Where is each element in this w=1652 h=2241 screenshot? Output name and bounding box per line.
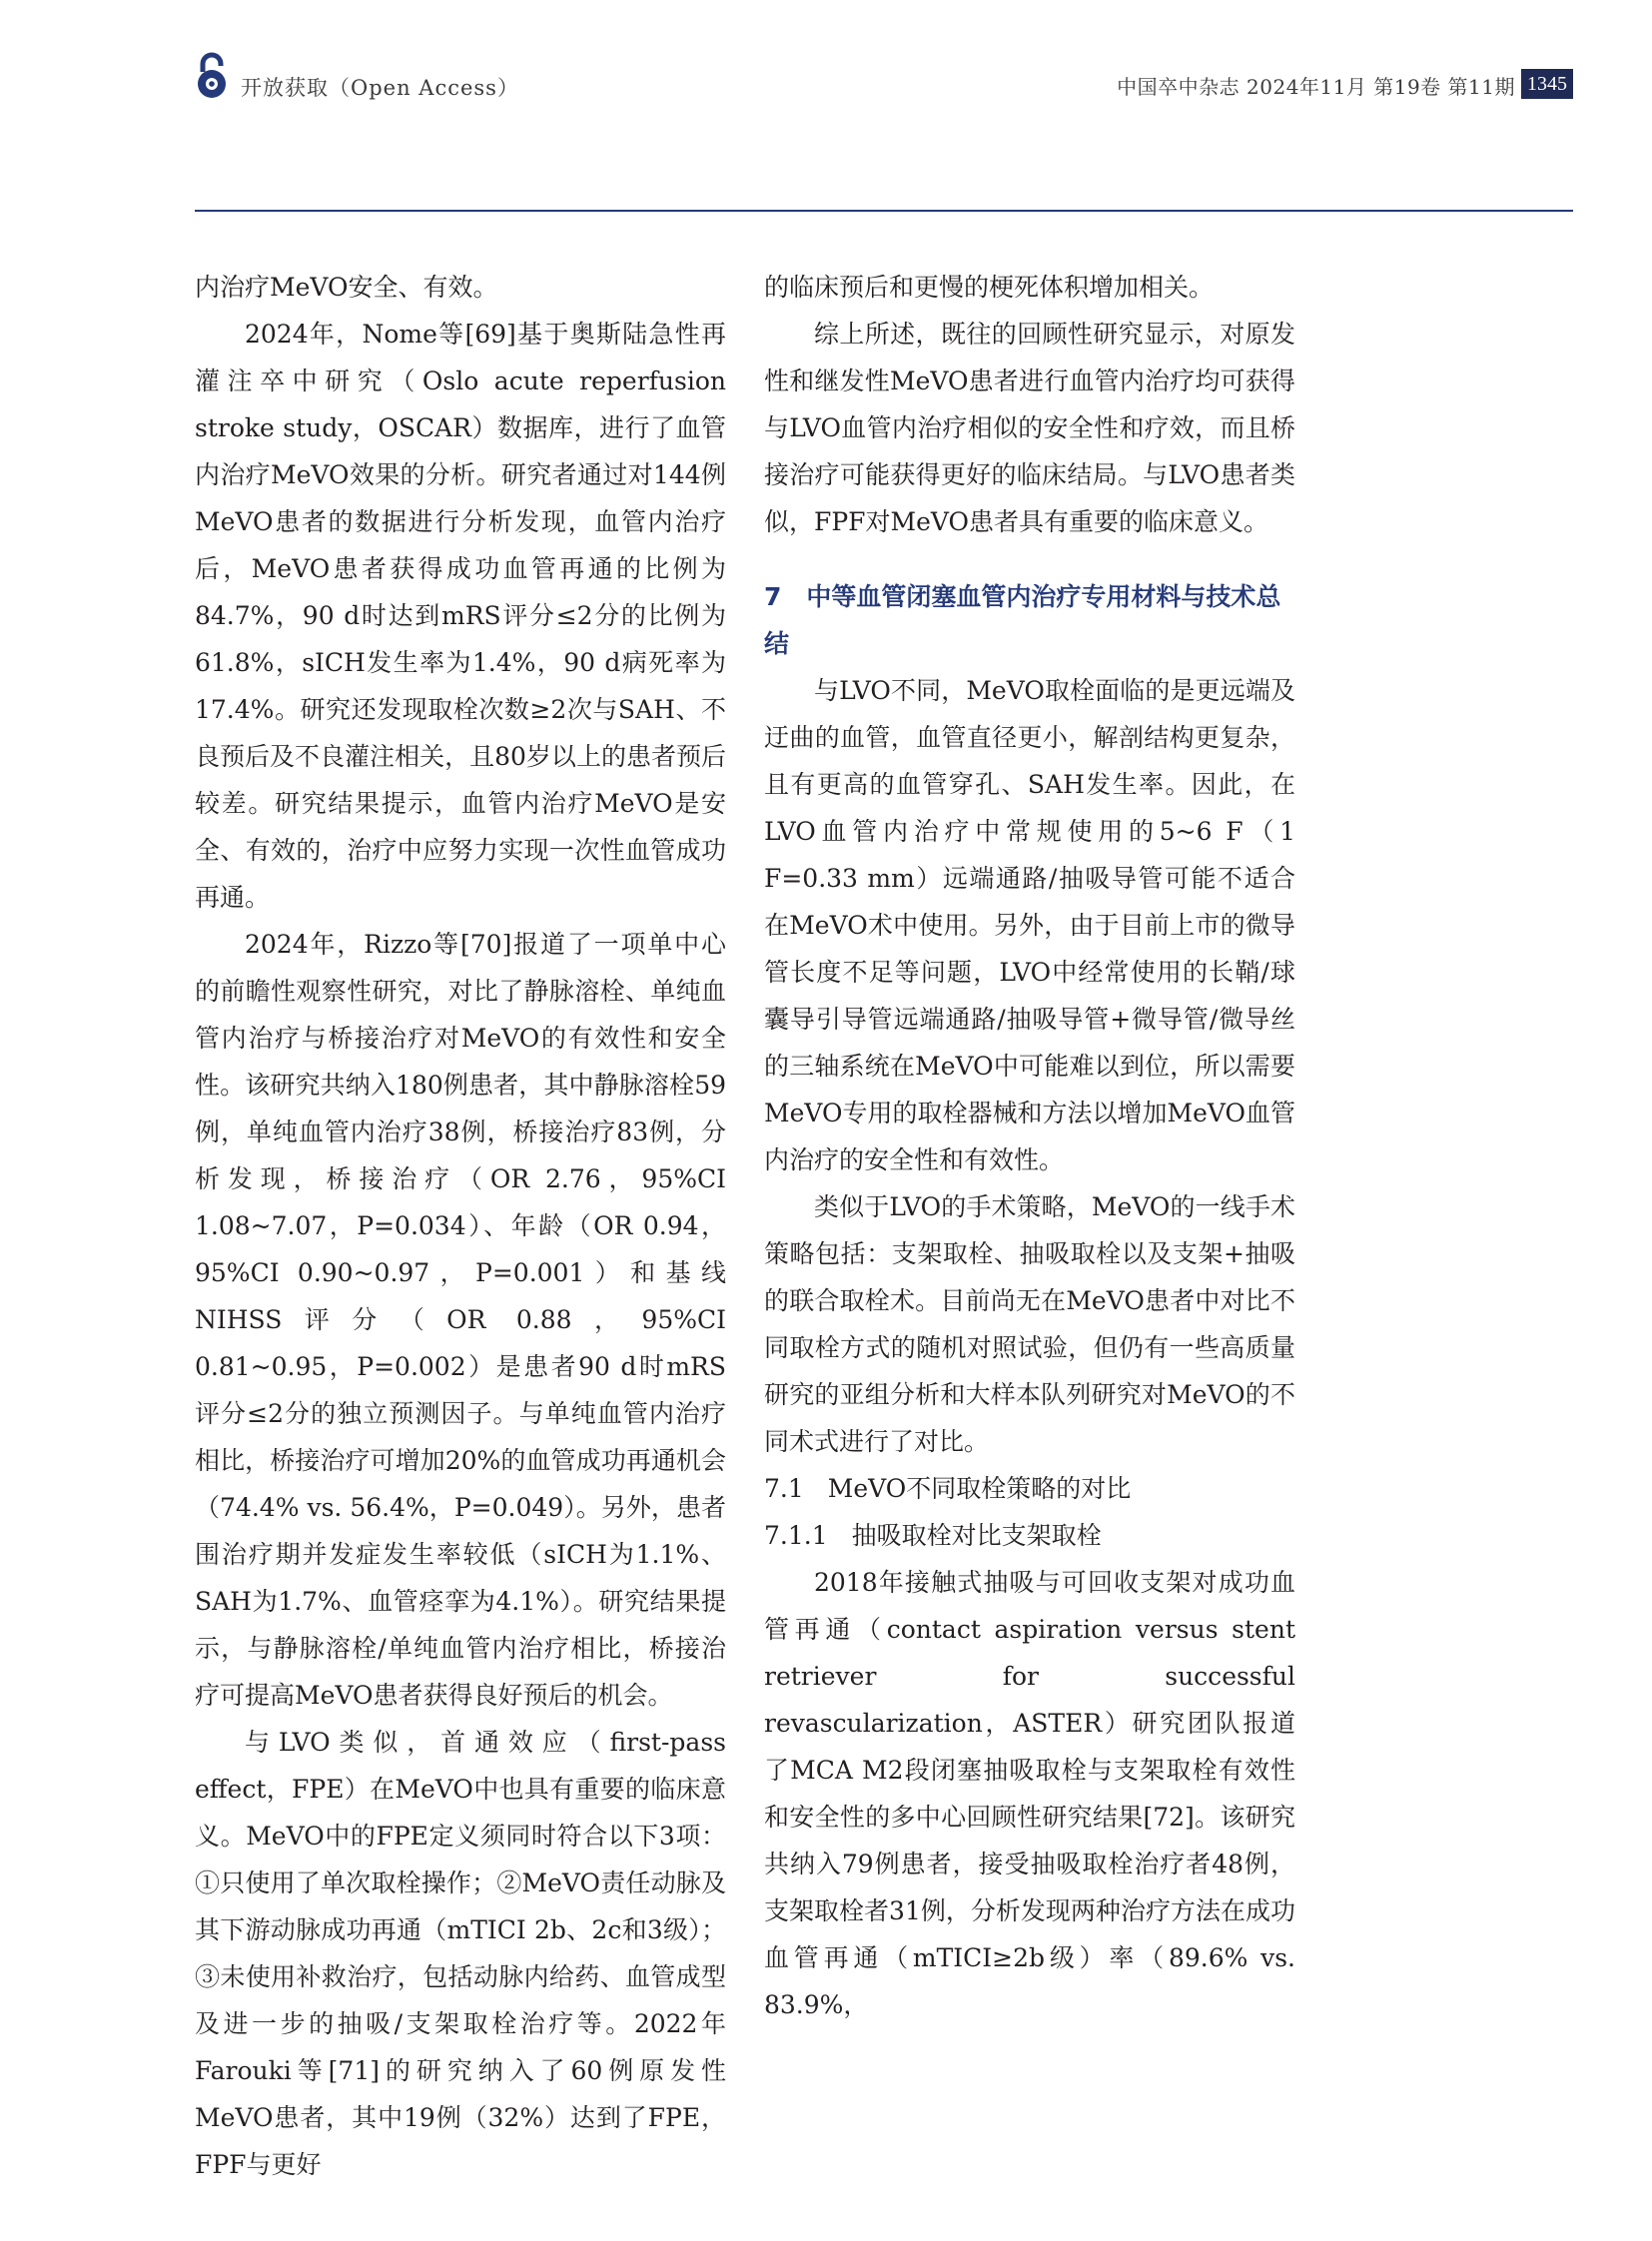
subsection-number: 7.1 — [764, 1474, 804, 1503]
left-column — [195, 264, 726, 2188]
page-number: 1345 — [1521, 69, 1573, 99]
paragraph: 内治疗MeVO安全、有效。 — [195, 273, 498, 302]
open-access-label: 开放获取（Open Access） — [241, 76, 519, 100]
paragraph: 与LVO类似，首通效应（first-pass effect，FPE）在MeVO中也具有重要的临床意义。MeVO中的FPE定义须同时符合以下3项：①只使用了单次取栓操作；②MeVO责任动脉及其下游动脉成功再通（mTICI 2b、2c和3级）；③未使用补救治疗，包括动脉内给药、血管成型及进一步的抽吸/支架取栓治疗等。2022年Farouki等[71]的研究纳入了60例原发性MeVO患者，其中19例（32%）达到了FPE，FPF与更好 — [195, 1728, 726, 2179]
paragraph: 2018年接触式抽吸与可回收支架对成功血管再通（contact aspiration versus stent retriever for successful revascularization，ASTER）研究团队报道了MCA M2段闭塞抽吸取栓与支架取栓有效性和安全性的多中心回顾性研究结果[72]。该研究共纳入79例患者，接受抽吸取栓治疗者48例，支架取栓者31例，分析发现两种治疗方法在成功血管再通（mTICI≥2b级）率（89.6% vs. 83.9%， — [764, 1568, 1295, 2019]
journal-info: 中国卒中杂志 2024年11月 第19卷 第11期 — [1117, 75, 1515, 99]
paragraph: 2024年，Rizzo等[70]报道了一项单中心的前瞻性观察性研究，对比了静脉溶栓、单纯血管内治疗与桥接治疗对MeVO的有效性和安全性。该研究共纳入180例患者，其中静脉溶栓59例，单纯血管内治疗38例，桥接治疗83例，分析发现，桥接治疗（OR 2.76，95%CI 1.08~7.07，P=0.034）、年龄（OR 0.94，95%CI 0.90~0.97，P=0.001）和基线NIHSS评分（OR 0.88，95%CI 0.81~0.95，P=0.002）是患者90 d时mRS评分≤2分的独立预测因子。与单纯血管内治疗相比，桥接治疗可增加20%的血管成功再通机会（74.4% vs. 56.4%，P=0.049）。另外，患者围治疗期并发症发生率较低（sICH为1.1%、SAH为1.7%、血管痉挛为4.1%）。研究结果提示，与静脉溶栓/单纯血管内治疗相比，桥接治疗可提高MeVO患者获得良好预后的机会。 — [195, 930, 726, 1710]
paragraph: 的临床预后和更慢的梗死体积增加相关。 — [764, 273, 1215, 302]
subsection-title: 抽吸取栓对比支架取栓 — [851, 1521, 1102, 1550]
subsection-title: MeVO不同取栓策略的对比 — [827, 1474, 1132, 1503]
subsection-heading — [764, 1512, 1295, 1559]
paragraph: 综上所述，既往的回顾性研究显示，对原发性和继发性MeVO患者进行血管内治疗均可获得与LVO血管内治疗相似的安全性和疗效，而且桥接治疗可能获得更好的临床结局。与LVO患者类似，FPF对MeVO患者具有重要的临床意义。 — [764, 320, 1295, 536]
subsection-number: 7.1.1 — [764, 1521, 828, 1550]
paragraph: 2024年，Nome等[69]基于奥斯陆急性再灌注卒中研究（Oslo acute reperfusion stroke study，OSCAR）数据库，进行了血管内治疗MeVO效果的分析。研究者通过对144例MeVO患者的数据进行分析发现，血管内治疗后，MeVO患者获得成功血管再通的比例为84.7%，90 d时达到mRS评分≤2分的比例为61.8%，sICH发生率为1.4%，90 d病死率为17.4%。研究还发现取栓次数≥2次与SAH、不良预后及不良灌注相关，且80岁以上的患者预后较差。研究结果提示，血管内治疗MeVO是安全、有效的，治疗中应努力实现一次性血管成功再通。 — [195, 320, 726, 912]
open-access-lock-icon — [195, 52, 229, 100]
paragraph: 类似于LVO的手术策略，MeVO的一线手术策略包括：支架取栓、抽吸取栓以及支架+抽吸的联合取栓术。目前尚无在MeVO患者中对比不同取栓方式的随机对照试验，但仍有一些高质量研究的亚组分析和大样本队列研究对MeVO的不同术式进行了对比。 — [764, 1192, 1295, 1456]
section-heading: 7 中等血管闭塞血管内治疗专用材料与技术总结 — [764, 582, 1281, 658]
right-column — [764, 264, 1295, 2028]
subsection-heading — [764, 1465, 1295, 1512]
page-header — [195, 52, 1573, 112]
header-divider — [195, 210, 1573, 212]
paragraph: 与LVO不同，MeVO取栓面临的是更远端及迂曲的血管，血管直径更小，解剖结构更复杂，且有更高的血管穿孔、SAH发生率。因此，在LVO血管内治疗中常规使用的5~6 F（1 F=0.33 mm）远端通路/抽吸导管可能不适合在MeVO术中使用。另外，由于目前上市的微导管长度不足等问题，LVO中经常使用的长鞘/球囊导引导管远端通路/抽吸导管+微导管/微导丝的三轴系统在MeVO中可能难以到位，所以需要MeVO专用的取栓器械和方法以增加MeVO血管内治疗的安全性和有效性。 — [764, 676, 1296, 1174]
